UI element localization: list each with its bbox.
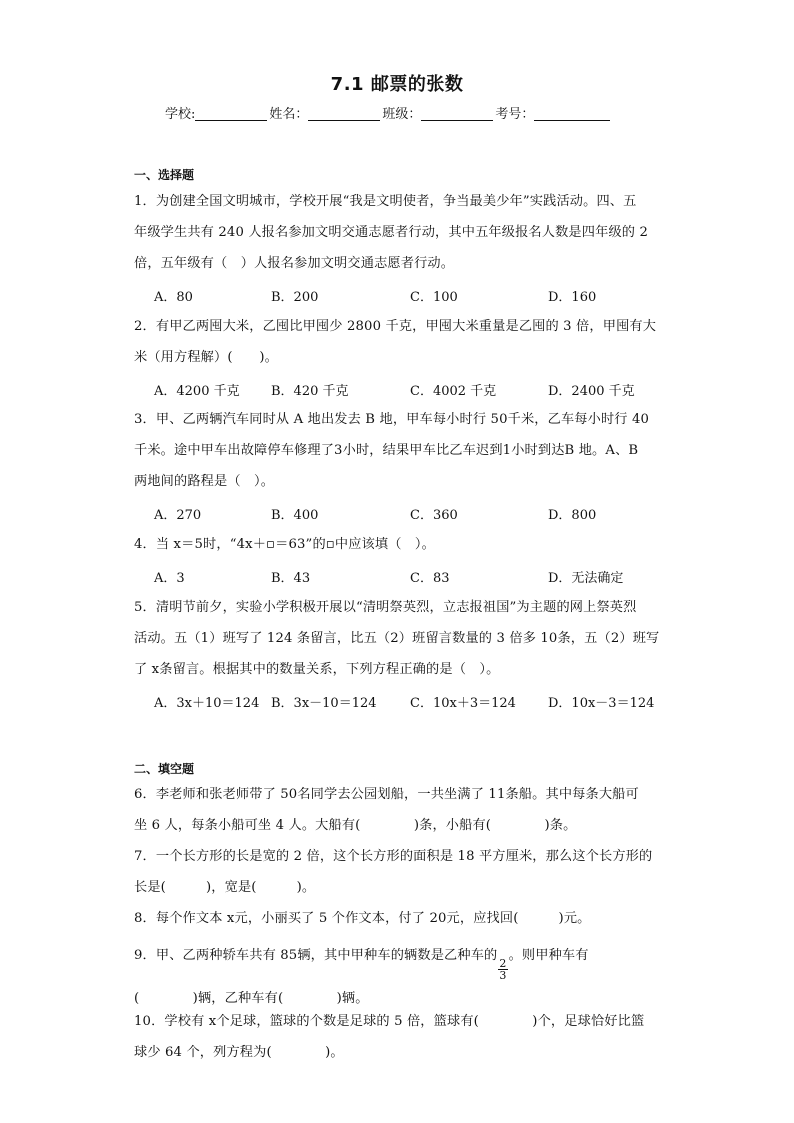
option-c[interactable]: C．360: [410, 508, 458, 523]
question-line: 2．有甲乙两囤大米，乙囤比甲囤少 2800 千克，甲囤大米重量是乙囤的 3 倍，甲囤有大: [134, 319, 657, 334]
question-9: [134, 940, 664, 1014]
class-label: 班级：: [382, 107, 422, 122]
option-d[interactable]: D．10x－3＝124: [548, 696, 655, 711]
question-text: 9．甲、乙两种轿车共有 85辆，其中甲种车的辆数是乙种车的: [134, 948, 498, 963]
question-text: 。则甲种车有: [508, 948, 589, 963]
option-a[interactable]: A．80: [154, 290, 193, 305]
question-line: 两地间的路程是（ ）。: [134, 474, 275, 489]
option-a[interactable]: A．270: [154, 508, 202, 523]
school-field: [165, 103, 269, 122]
option-b[interactable]: B．3x－10＝124: [271, 696, 377, 711]
question-line: 8．每个作文本 x元，小丽买了 5 个作文本，付了 20元，应找回( )元。: [134, 911, 591, 926]
section-heading-fill: 二、填空题: [134, 762, 195, 776]
exam-number-blank[interactable]: [534, 106, 610, 121]
option-d[interactable]: D．160: [548, 290, 597, 305]
option-c[interactable]: C．4002 千克: [410, 384, 497, 399]
question-line: 千米。途中甲车出故障停车修理了3小时，结果甲车比乙车迟到1小时到达B 地。A、B: [134, 443, 639, 458]
question-line: 年级学生共有 240 人报名参加文明交通志愿者行动，其中五年级报名人数是四年级的 2: [134, 225, 648, 240]
page-title: 7.1 邮票的张数: [330, 74, 464, 95]
question-line: 4．当 x＝5时，“4x＋▫＝63”的▫中应该填（ ）。: [134, 537, 435, 552]
option-b[interactable]: B．43: [271, 571, 311, 586]
question-10: [134, 1006, 664, 1068]
option-c[interactable]: C．83: [410, 571, 450, 586]
question-3: [134, 404, 664, 497]
option-a[interactable]: A．3x＋10＝124: [154, 696, 260, 711]
question-line: 坐 6 人，每条小船可坐 4 人。大船有( )条，小船有( )条。: [134, 818, 577, 833]
question-line: ( )辆，乙种车有( )辆。: [134, 991, 369, 1006]
question-4: [134, 529, 664, 560]
question-7: [134, 841, 664, 903]
option-a[interactable]: A．4200 千克: [154, 384, 240, 399]
fraction-denominator: 3: [499, 969, 507, 982]
student-info-row: [165, 103, 645, 122]
option-d[interactable]: D．2400 千克: [548, 384, 635, 399]
option-a[interactable]: A．3: [154, 571, 185, 586]
exam-number-label: 考号：: [495, 107, 535, 122]
question-6: [134, 779, 664, 841]
option-c[interactable]: C．10x＋3＝124: [410, 696, 516, 711]
option-b[interactable]: B．200: [271, 290, 319, 305]
question-2: [134, 311, 664, 373]
class-field: [382, 103, 495, 122]
question-1: [134, 186, 664, 279]
question-line: 5．清明节前夕，实验小学积极开展以“清明祭英烈，立志报祖国”为主题的网上祭英烈: [134, 600, 637, 615]
section-heading-choice: 一、选择题: [134, 168, 195, 182]
option-b[interactable]: B．400: [271, 508, 319, 523]
school-label: 学校:: [165, 107, 196, 122]
question-8: [134, 903, 664, 934]
name-field: [269, 103, 382, 122]
option-d[interactable]: D．无法确定: [548, 571, 624, 586]
option-b[interactable]: B．420 千克: [271, 384, 349, 399]
option-c[interactable]: C．100: [410, 290, 458, 305]
question-line: [134, 940, 664, 981]
class-blank[interactable]: [421, 106, 493, 121]
option-d[interactable]: D．800: [548, 508, 597, 523]
question-line: 1．为创建全国文明城市，学校开展“我是文明使者，争当最美少年”实践活动。四、五: [134, 194, 637, 209]
question-line: 6．李老师和张老师带了 50名同学去公园划船，一共坐满了 11条船。其中每条大船可: [134, 787, 639, 802]
question-line: 球少 64 个，列方程为( )。: [134, 1045, 344, 1060]
question-line: 3．甲、乙两辆汽车同时从 A 地出发去 B 地，甲车每小时行 50千米，乙车每小时行 40: [134, 412, 650, 427]
name-label: 姓名：: [269, 107, 309, 122]
exam-number-field: [495, 103, 612, 122]
question-line: 米（用方程解）( )。: [134, 350, 278, 365]
school-blank[interactable]: [195, 106, 267, 121]
question-line: 10．学校有 x个足球，篮球的个数是足球的 5 倍，篮球有( )个，足球恰好比篮: [134, 1014, 645, 1029]
question-line: 活动。五（1）班写了 124 条留言，比五（2）班留言数量的 3 倍多 10条，五（2）班写: [134, 631, 660, 646]
question-line: 长是( )，宽是( )。: [134, 880, 316, 895]
question-line: 倍，五年级有（ ）人报名参加文明交通志愿者行动。: [134, 256, 455, 271]
question-line: 7．一个长方形的长是宽的 2 倍，这个长方形的面积是 18 平方厘米，那么这个长方形的: [134, 849, 653, 864]
question-line: 了 x条留言。根据其中的数量关系，下列方程正确的是（ ）。: [134, 662, 500, 677]
question-5: [134, 592, 664, 685]
name-blank[interactable]: [308, 106, 380, 121]
fraction: [498, 958, 507, 981]
fraction-numerator: 2: [499, 957, 507, 970]
